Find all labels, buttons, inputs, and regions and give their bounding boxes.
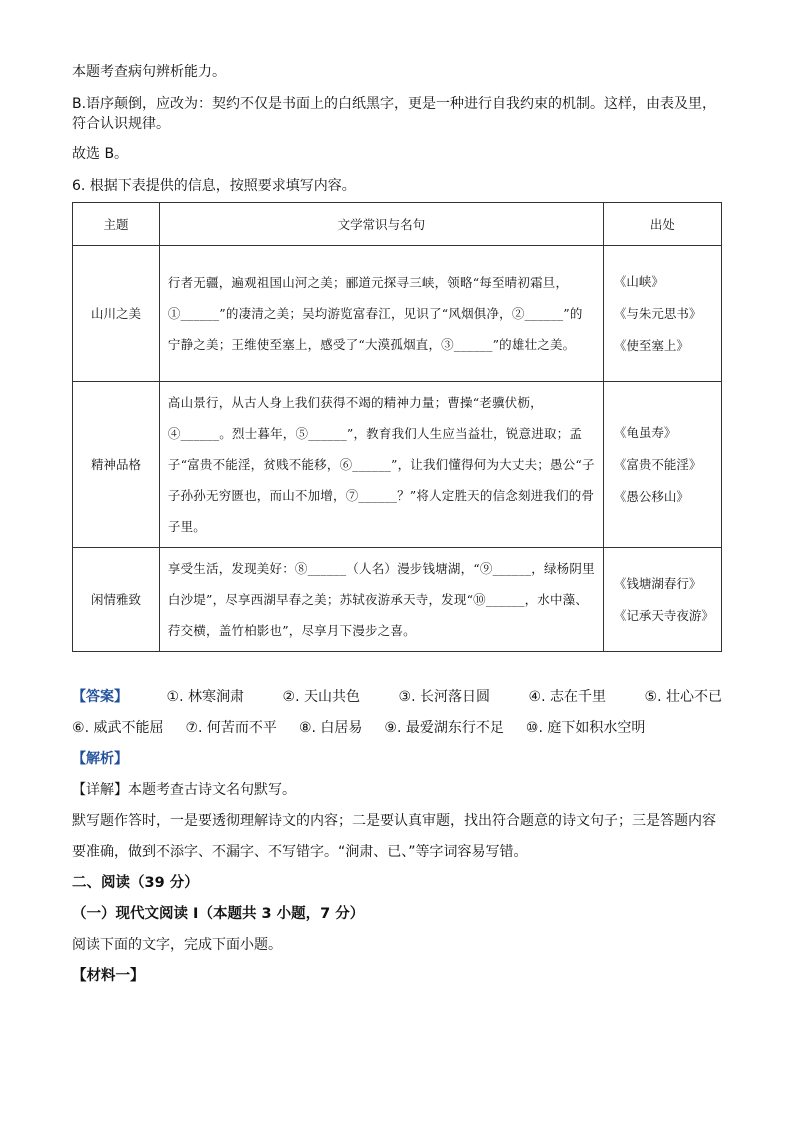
content-cell: 行者无疆，遍观祖国山河之美；郦道元探寻三峡，领略“每至晴初霜旦，①______”的凄清之美；吴均游览富春江，见识了“风烟俱净，②______”的宁静之美；王维使至塞上，感受了“大漠孤烟直，③______”的雄壮之美。 — [159, 246, 603, 382]
source-item: 《山峡》 — [613, 273, 664, 289]
explanation-part2: 符合认识规律。 — [72, 116, 170, 132]
table-row — [73, 548, 722, 652]
source-cell — [603, 246, 721, 382]
analysis-label: 【解析】 — [72, 751, 128, 767]
table-row — [73, 246, 722, 382]
source-cell — [603, 382, 721, 548]
answer-item: ⑦. 何苦而不平 — [185, 720, 277, 736]
answer-block — [72, 682, 722, 744]
analysis-body: 默写题作答时，一是要透彻理解诗文的内容；二是要认真审题，找出符合题意的诗文句子；三是答题内容 要准确，做到不添字、不漏字、不写错字。“涧肃、已、”等字词容易写错。 — [72, 813, 716, 860]
answer-item: ③. 长河落日圆 — [398, 689, 490, 705]
content-cell: 享受生活，发现美好：⑧______（人名）漫步钱塘湖，“⑨______，绿杨阴里白沙堤”，尽享西湖早春之美；苏轼夜游承天寺，发现“⑩______，水中藻、荇交横，盖竹柏影也”，尽享月下漫步之喜。 — [159, 548, 603, 652]
answer-line-2 — [72, 713, 722, 744]
source-item: 《使至塞上》 — [613, 337, 689, 353]
answer-item: ⑩. 庭下如积水空明 — [525, 720, 646, 736]
intro-line: 本题考查病句辨析能力。 — [72, 64, 226, 80]
section-instruction: 阅读下面的文字，完成下面小题。 — [72, 937, 282, 953]
analysis-detail: 【详解】本题考查古诗文名句默写。 — [72, 782, 296, 798]
intro-explanation — [72, 94, 722, 134]
source-item: 《愚公移山》 — [613, 488, 689, 504]
table-row — [73, 382, 722, 548]
source-item: 《钱塘湖春行》 — [613, 575, 702, 591]
literature-table — [72, 202, 722, 652]
header-content: 文学常识与名句 — [159, 203, 603, 246]
material-label: 【材料一】 — [72, 968, 145, 984]
question-6: 6. 根据下表提供的信息，按照要求填写内容。 — [72, 178, 356, 194]
header-source: 出处 — [603, 203, 721, 246]
intro-choice: 故选 B。 — [72, 146, 129, 162]
theme-cell: 精神品格 — [73, 382, 160, 548]
content-cell: 高山景行，从古人身上我们获得不竭的精神力量；曹操“老骥伏枥，④______。烈士暮年，⑤______”，教育我们人生应当益壮，锐意进取；孟子“富贵不能淫，贫贱不能移，⑥______”，让我们懂得何为大丈夫；愚公“子子孙孙无穷匮也，而山不加增，⑦______？”将人定胜天的信念刻进我们的骨子里。 — [159, 382, 603, 548]
document-page — [72, 62, 722, 992]
section-subtitle: （一）现代文阅读 I（本题共 3 小题，7 分） — [72, 906, 365, 922]
answer-item: ②. 天山共色 — [282, 689, 360, 705]
source-item: 《与朱元思书》 — [613, 305, 702, 321]
answer-item: ⑧. 白居易 — [298, 720, 363, 736]
answer-label: 【答案】 — [72, 689, 128, 705]
header-theme: 主题 — [73, 203, 160, 246]
source-item: 《富贵不能淫》 — [613, 456, 702, 472]
explanation-part1: B.语序颠倒，应改为：契约不仅是书面上的白纸黑字，更是一种进行自我约束的机制。这样，由表及里， — [72, 96, 717, 112]
theme-cell: 闲情雅致 — [73, 548, 160, 652]
answer-item: ⑨. 最爱湖东行不足 — [384, 720, 504, 736]
source-item: 《龟虽寿》 — [613, 424, 677, 440]
answer-item: ④. 志在千里 — [528, 689, 606, 705]
answer-item: ⑤. 壮心不已 — [644, 689, 722, 705]
table-header-row — [73, 203, 722, 246]
theme-cell: 山川之美 — [73, 246, 160, 382]
answer-line-1 — [72, 682, 722, 713]
answer-item: ⑥. 威武不能屈 — [72, 720, 164, 736]
source-cell — [603, 548, 721, 652]
answer-item: ①. 林寒涧肃 — [166, 689, 244, 705]
source-item: 《记承天寺夜游》 — [613, 607, 714, 623]
section-title: 二、阅读（39 分） — [72, 875, 199, 891]
